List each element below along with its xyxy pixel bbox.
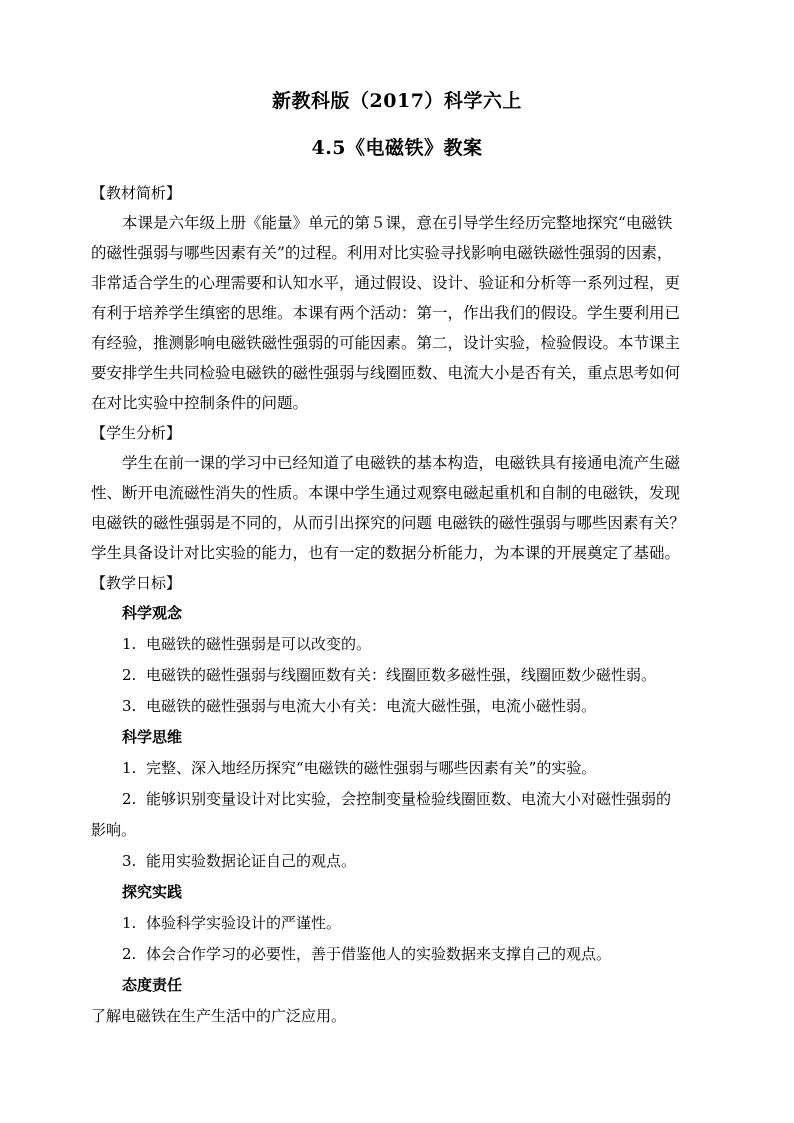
section-heading-students: 【学生分析】 [91,424,182,442]
item-text: 完整、深入地经历探究“电磁铁的磁性强弱与哪些因素有关”的实验。 [146,759,597,777]
item-text: 体会合作学习的必要性，善于借鉴他人的实验数据来支撑自己的观点。 [146,945,612,963]
paragraph-line: 的磁性强弱与哪些因素有关”的过程。利用对比实验寻找影响电磁铁磁性强弱的因素， [91,244,673,262]
paragraph-line: 要安排学生共同检验电磁铁的磁性强弱与线圈匝数、电流大小是否有关，重点思考如何 [91,364,681,382]
list-item [91,629,703,660]
subheading-thinking: 科学思维 [122,728,183,746]
paragraph-line: 性、断开电流磁性消失的性质。本课中学生通过观察电磁起重机和自制的电磁铁，发现 [91,484,681,502]
item-number: 1. [122,914,137,932]
subheading-attitude: 态度责任 [122,976,183,994]
section-heading-goals: 【教学日标】 [91,574,182,592]
item-text: 能够识别变量设计对比实验，会控制变量检验线圈匝数、电流大小对磁性强弱的 [146,790,672,808]
item-number: 1. [122,759,137,777]
item-number: 2. [122,666,137,684]
paragraph-students [91,448,703,568]
item-text: 电磁铁的磁性强弱是可以改变的。 [146,635,372,653]
paragraph-line: 学生在前一课的学习中已经知道了电磁铁的基本构造，电磁铁具有接通电流产生磁 [122,454,681,472]
subheading-practice: 探究实践 [122,883,183,901]
paragraph-line: 在对比实验中控制条件的问题。 [91,394,309,412]
list-item [91,908,703,939]
paragraph-line: 有利于培养学生缜密的思维。本课有两个活动：第一，作出我们的假设。学生要利用已 [91,304,681,322]
paragraph-line: 电磁铁的磁性强弱是不同的，从而引出探究的问题 电磁铁的磁性强弱与哪些因素有关？ [91,514,685,532]
list-item [91,784,703,846]
item-text-continued: 影响。 [91,821,137,839]
item-text: 电磁铁的磁性强弱与电流大小有关：电流大磁性强，电流小磁性弱。 [146,697,597,715]
paragraph-line: 有经验，推测影响电磁铁磁性强弱的可能因素。第二，设计实验，检验假设。本节课主 [91,334,681,352]
item-number: 3. [122,852,137,870]
item-number: 2. [122,945,137,963]
item-text: 体验科学实验设计的严谨性。 [146,914,342,932]
item-number: 2. [122,790,137,808]
item-text: 能用实验数据论证自己的观点。 [146,852,357,870]
item-text: 电磁铁的磁性强弱与线圈匝数有关：线圈匝数多磁性强，线圈匝数少磁性弱。 [146,666,657,684]
document-body [91,178,703,1031]
list-item [91,691,703,722]
section-heading-textbook: 【教材简析】 [91,184,182,202]
attitude-text: 了解电磁铁在生产生活中的广泛应用。 [91,1007,347,1025]
document-title: 新教科版（2017）科学六上 [272,90,522,112]
list-item [91,939,703,970]
paragraph-textbook [91,208,703,418]
document-subtitle: 4.5《电磁铁》教案 [311,137,483,159]
subheading-concept: 科学观念 [122,604,183,622]
paragraph-line: 非常适合学生的心理需要和认知水平，通过假设、设计、验证和分析等一系列过程，更 [91,274,681,292]
paragraph-line: 学生具备设计对比实验的能力，也有一定的数据分析能力，为本课的开展奠定了基础。 [91,544,681,562]
paragraph-line: 本课是六年级上册《能量》单元的第５课，意在引导学生经历完整地探究“电磁铁 [122,214,673,232]
item-number: 1. [122,635,137,653]
list-item [91,660,703,691]
list-item [91,846,703,877]
list-item [91,753,703,784]
item-number: 3. [122,697,137,715]
item-line [91,784,703,815]
